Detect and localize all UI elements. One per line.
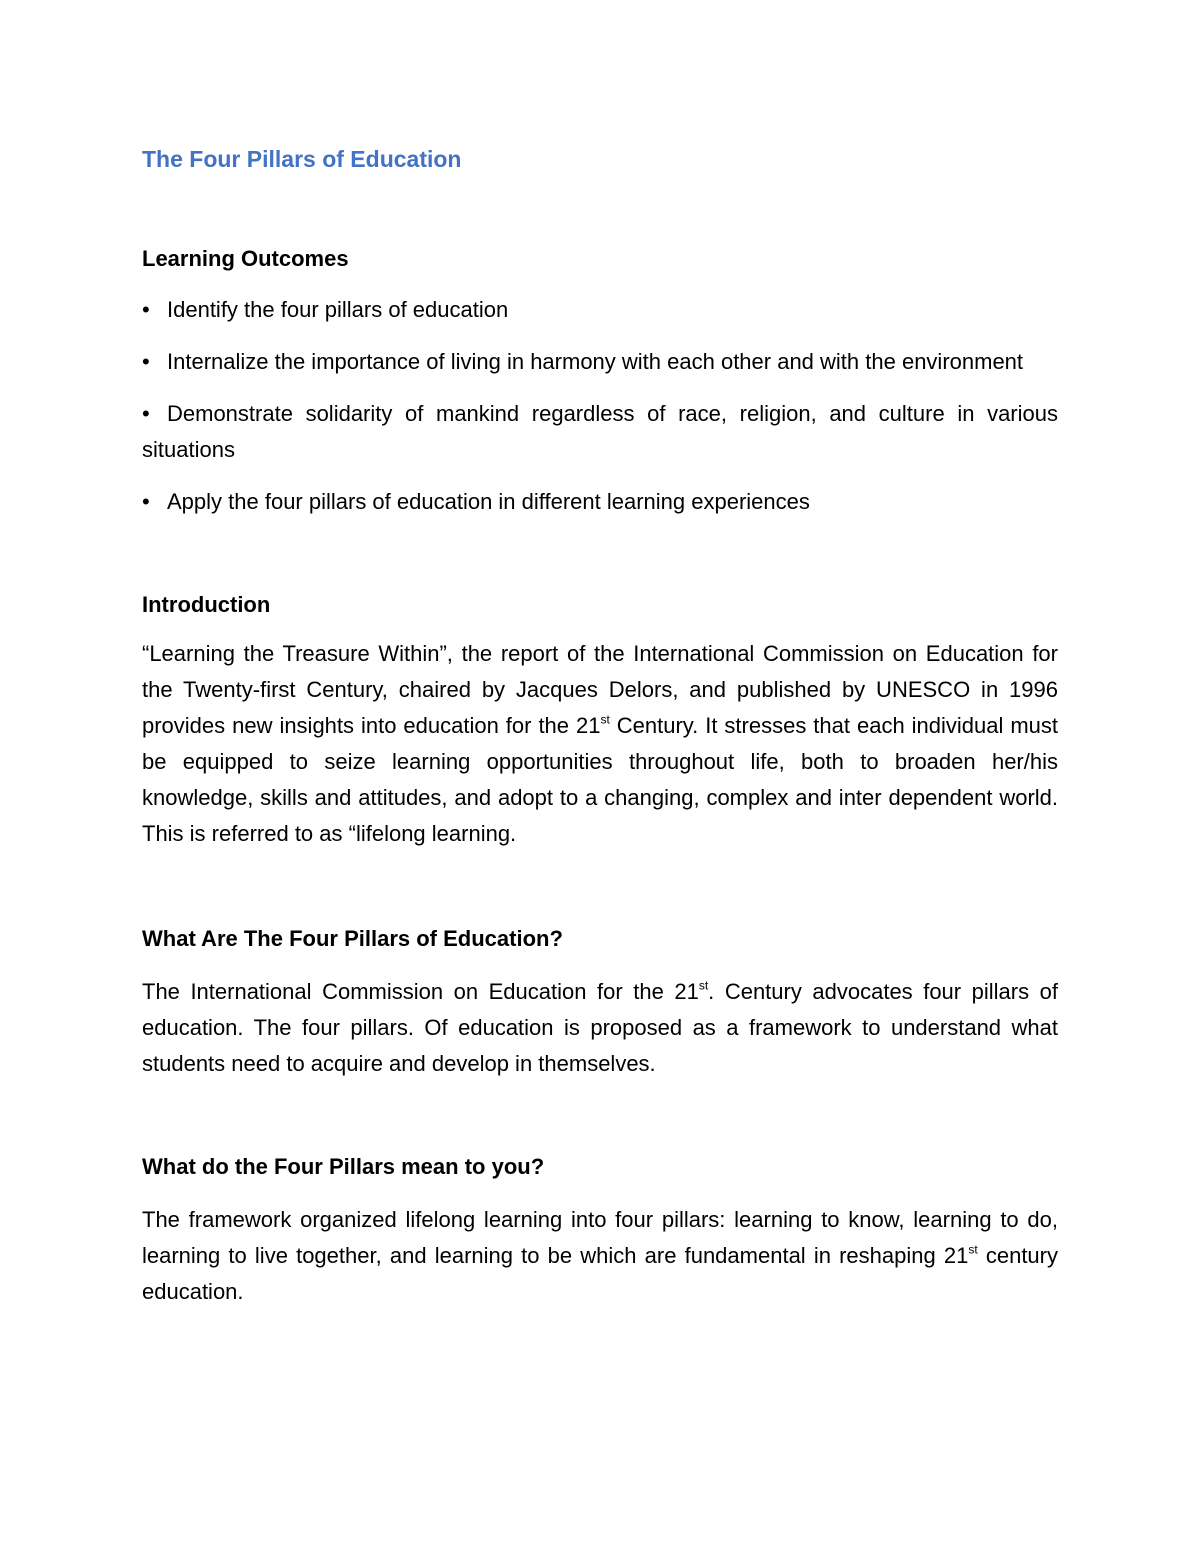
list-item-text: Identify the four pillars of education: [167, 297, 509, 322]
list-item: [142, 344, 1058, 380]
introduction-text-part1: “Learning the Treasure Within”, the report of the International Commission on Education for the Twenty-first Century, chaired by Jacques Delors, and published by UNESCO in 1996 provides new insights into education for the 21: [142, 641, 1058, 738]
what-are-paragraph: [142, 974, 1058, 1082]
list-item: [142, 396, 1058, 468]
superscript: st: [600, 712, 610, 727]
list-item-text: Demonstrate solidarity of mankind regardless of race, religion, and culture in various situations: [142, 401, 1058, 462]
what-are-text-part2: . Century advocates four pillars of education. The four pillars. Of education is proposed as a framework to understand what students need to acquire and develop in themselves.: [142, 979, 1058, 1076]
what-are-heading: What Are The Four Pillars of Education?: [142, 926, 563, 951]
bullet-icon: •: [142, 489, 150, 514]
document-page: [142, 140, 1058, 1310]
superscript: st: [968, 1242, 978, 1257]
learning-outcomes-list: [142, 292, 1058, 520]
what-mean-paragraph: [142, 1202, 1058, 1310]
what-mean-text-part1: The framework organized lifelong learning into four pillars: learning to know, learning to do, learning to live together, and learning to be which are fundamental in reshaping 21: [142, 1207, 1058, 1268]
what-are-text-part1: The International Commission on Education for the 21: [142, 979, 699, 1004]
list-item-text: Internalize the importance of living in harmony with each other and with the environment: [167, 349, 1024, 374]
document-title: The Four Pillars of Education: [142, 146, 462, 172]
bullet-icon: •: [142, 297, 150, 322]
list-item: [142, 484, 1058, 520]
introduction-paragraph: [142, 636, 1058, 852]
list-item: [142, 292, 1058, 328]
what-mean-text-part2: century education.: [142, 1243, 1058, 1304]
introduction-heading: Introduction: [142, 592, 271, 617]
introduction-text-part2: Century. It stresses that each individual must be equipped to seize learning opportunities throughout life, both to broaden her/his knowledge, skills and attitudes, and adopt to a changing, complex and inter dependent world. This is referred to as “lifelong learning.: [142, 713, 1059, 846]
superscript: st: [698, 978, 709, 993]
bullet-icon: •: [142, 349, 150, 374]
learning-outcomes-heading: Learning Outcomes: [142, 246, 349, 271]
what-mean-heading: What do the Four Pillars mean to you?: [142, 1154, 545, 1179]
list-item-text: Apply the four pillars of education in different learning experiences: [167, 489, 810, 514]
bullet-icon: •: [142, 401, 150, 426]
